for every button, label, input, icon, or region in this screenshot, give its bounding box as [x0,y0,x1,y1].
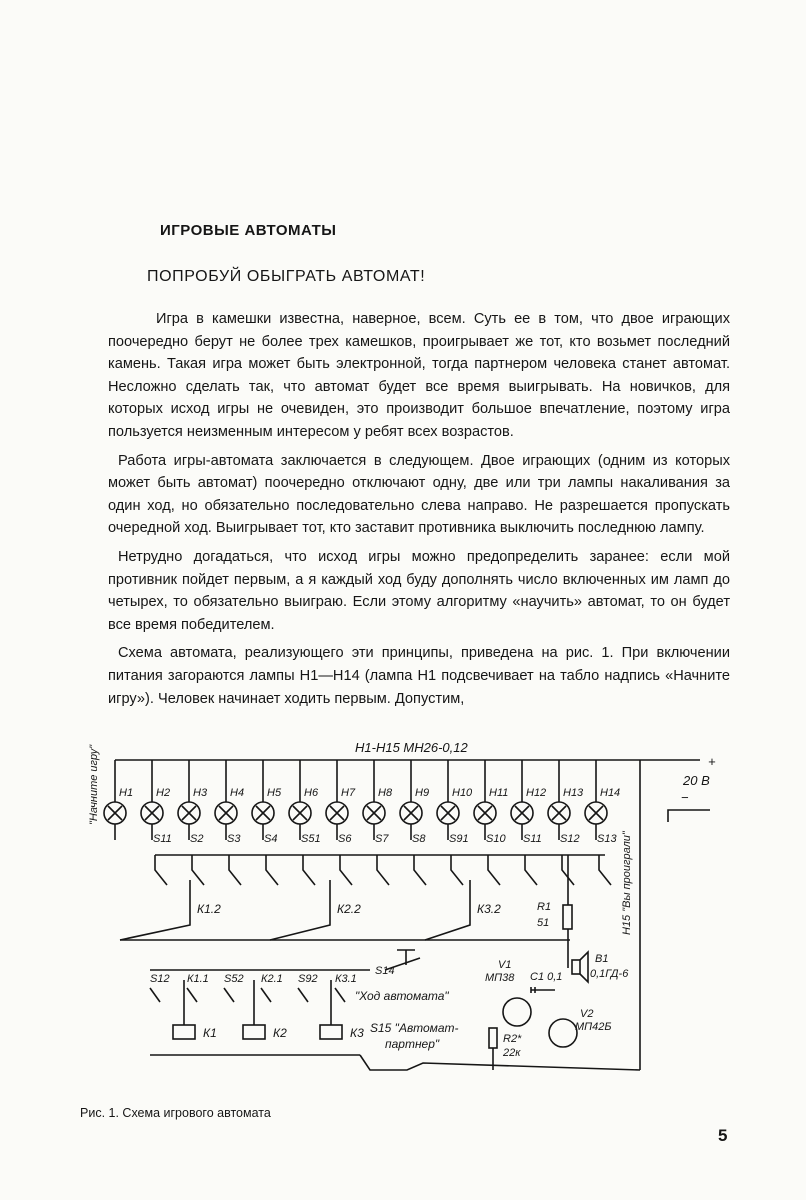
lamp-н13 [548,787,584,824]
switch-s7 [375,833,389,885]
svg-text:К2.1: К2.1 [261,973,283,985]
svg-text:S52: S52 [224,973,244,985]
body-text [108,308,730,716]
lamp-н11 [474,787,508,824]
lamp-н5 [252,787,282,824]
lamp-label: Н6 [304,787,319,799]
svg-text:К1.1: К1.1 [187,973,209,985]
v1-label: V1 [498,959,512,971]
switch-s12 [560,833,580,885]
svg-text:S91: S91 [449,833,469,845]
paragraph: Работа игры-автомата заключается в следующем. Двое играющих (одним из которых может быть автомат) поочередно отключают одну, две или три лампы накаливания за один ход, но обязательно последовательно слева направо. Не разрешается пропускать очередной ход. Выигрывает тот, кто заставит противника выключить последнюю лампу. [108,452,730,537]
svg-text:S6: S6 [338,833,352,845]
switch-s6 [338,833,352,885]
b1-type: 0,1ГД-6 [590,968,629,980]
minus-terminal: − [681,790,689,805]
c1-label: С1 0,1 [530,971,563,983]
switch-к11 [187,973,209,1002]
switch-s10 [486,833,506,885]
svg-text:S13: S13 [597,833,617,845]
switch-s13 [597,833,617,885]
switch-s3 [227,833,241,885]
resistor-r1 [563,905,572,929]
speaker-b1 [572,960,580,974]
svg-text:S10: S10 [486,833,506,845]
v2-type: МП42Б [575,1021,612,1033]
plus-terminal: + [708,754,716,769]
v2-label: V2 [580,1008,594,1020]
svg-text:S2: S2 [190,833,204,845]
switch-s92 [298,973,318,1002]
lamp-label: Н3 [193,787,208,799]
lamp-н6 [289,787,319,824]
lamp-н12 [511,787,546,824]
lamp-н1 [104,787,133,824]
lamp-н4 [215,787,244,824]
transistor-v1 [503,998,531,1026]
lamp-label: Н5 [267,787,282,799]
r1-label: R1 [537,901,552,913]
s15-line2: партнер" [385,1037,440,1051]
relay-contact-k12: К1.2 [197,902,221,916]
svg-text:S12: S12 [150,973,170,985]
switch-s8 [412,833,426,885]
relay-contact-k22: К2.2 [337,902,361,916]
switch-s2 [190,833,204,885]
lamp-label: Н9 [415,787,430,799]
svg-text:S8: S8 [412,833,426,845]
circuit-diagram [85,730,725,1100]
svg-text:К1: К1 [203,1026,217,1040]
lamp-label: Н7 [341,787,356,799]
s14-label: "Ход автомата" [355,989,449,1003]
svg-text:S11: S11 [153,833,172,845]
lamp-series-label: Н1-Н15 МН26-0,12 [355,740,468,755]
svg-text:S51: S51 [301,833,321,845]
switch-к31 [335,973,357,1002]
paragraph: Нетрудно догадаться, что исход игры можно предопределить заранее: если мой противник пойдет первым, а я каждый ход буду дополнять число включенных им ламп до четырех, то обязательно выиграю. Если этому алгоритму «научить» автомат, то он будет все время победителем. [108,548,730,633]
switch-s11 [153,833,172,885]
transistor-v2 [549,1019,577,1047]
switch-s52 [224,973,244,1002]
paragraph: Игра в камешки известна, наверное, всем. Суть ее в том, что двое играющих поочередно берут не более трех камешков, проигрывает же тот, кто возьмет последний камень. Такая игра может быть электронной, тогда партнером человека станет автомат. Несложно сделать так, что автомат будет все время выигрывать. На новичков, для которых исход игры не очевиден, это производит большое впечатление, поэтому игра пользуется неизменным интересом у ребят всех возрастов. [108,311,730,440]
svg-text:S3: S3 [227,833,241,845]
relay-k2 [243,1025,287,1040]
r1-value: 51 [537,917,550,929]
lamp-h1-note: "Начните игру" [88,744,100,825]
lamp-н8 [363,787,393,824]
lamp-label: Н14 [600,787,621,799]
lamp-h15-label: Н15 "Вы проиграли" [621,831,633,935]
lamp-н3 [178,787,208,824]
switch-s11 [523,833,542,885]
switch-к21 [261,973,283,1002]
section-title: ИГРОВЫЕ АВТОМАТЫ [160,222,337,239]
switch-row-top [153,833,617,885]
svg-text:S11: S11 [523,833,542,845]
svg-text:К2: К2 [273,1026,287,1040]
lamp-label: Н12 [526,787,547,799]
r2-value: 22к [503,1047,521,1059]
lamp-label: Н2 [156,787,171,799]
lamp-row [104,760,620,840]
b1-label: В1 [595,953,609,965]
ground-wire [668,810,710,822]
svg-text:S7: S7 [375,833,389,845]
lamp-label: Н13 [563,787,584,799]
lamp-label: Н4 [230,787,245,799]
relay-k3 [320,1025,364,1040]
lamp-н2 [141,787,170,824]
lamp-н10 [437,787,473,824]
resistor-r2 [489,1028,497,1048]
switch-s91 [449,833,469,885]
s14-switch: S14 [375,965,395,977]
relay-contact-k32: К3.2 [477,902,501,916]
lamp-н9 [400,787,429,824]
relay-k1 [173,1025,217,1040]
lamp-н14 [585,787,620,824]
s15-switch: S15 "Автомат- [370,1021,459,1035]
switch-s51 [301,833,321,885]
svg-text:S4: S4 [264,833,278,845]
paragraph: Схема автомата, реализующего эти принципы, приведена на рис. 1. При включении питания загораются лампы Н1—Н14 (лампа Н1 подсвечивает на табло надпись «Начните игру»). Человек начинает ходить первым. Допустим, [108,645,730,707]
lamp-label: Н11 [489,787,509,799]
lamp-н7 [326,787,356,824]
figure-caption: Рис. 1. Схема игрового автомата [80,1106,271,1120]
v1-type: МП38 [485,972,515,984]
lamp-label: Н10 [452,787,473,799]
switch-s4 [264,833,278,885]
switch-s12 [150,973,170,1002]
article-title: ПОПРОБУЙ ОБЫГРАТЬ АВТОМАТ! [147,268,426,285]
svg-text:К3: К3 [350,1026,364,1040]
svg-text:S92: S92 [298,973,318,985]
svg-text:S12: S12 [560,833,580,845]
page-number: 5 [718,1126,728,1145]
lamp-label: Н8 [378,787,393,799]
svg-text:К3.1: К3.1 [335,973,357,985]
voltage-label: 20 В [683,773,710,788]
r2-label: R2* [503,1033,522,1045]
lamp-label: Н1 [119,787,134,799]
